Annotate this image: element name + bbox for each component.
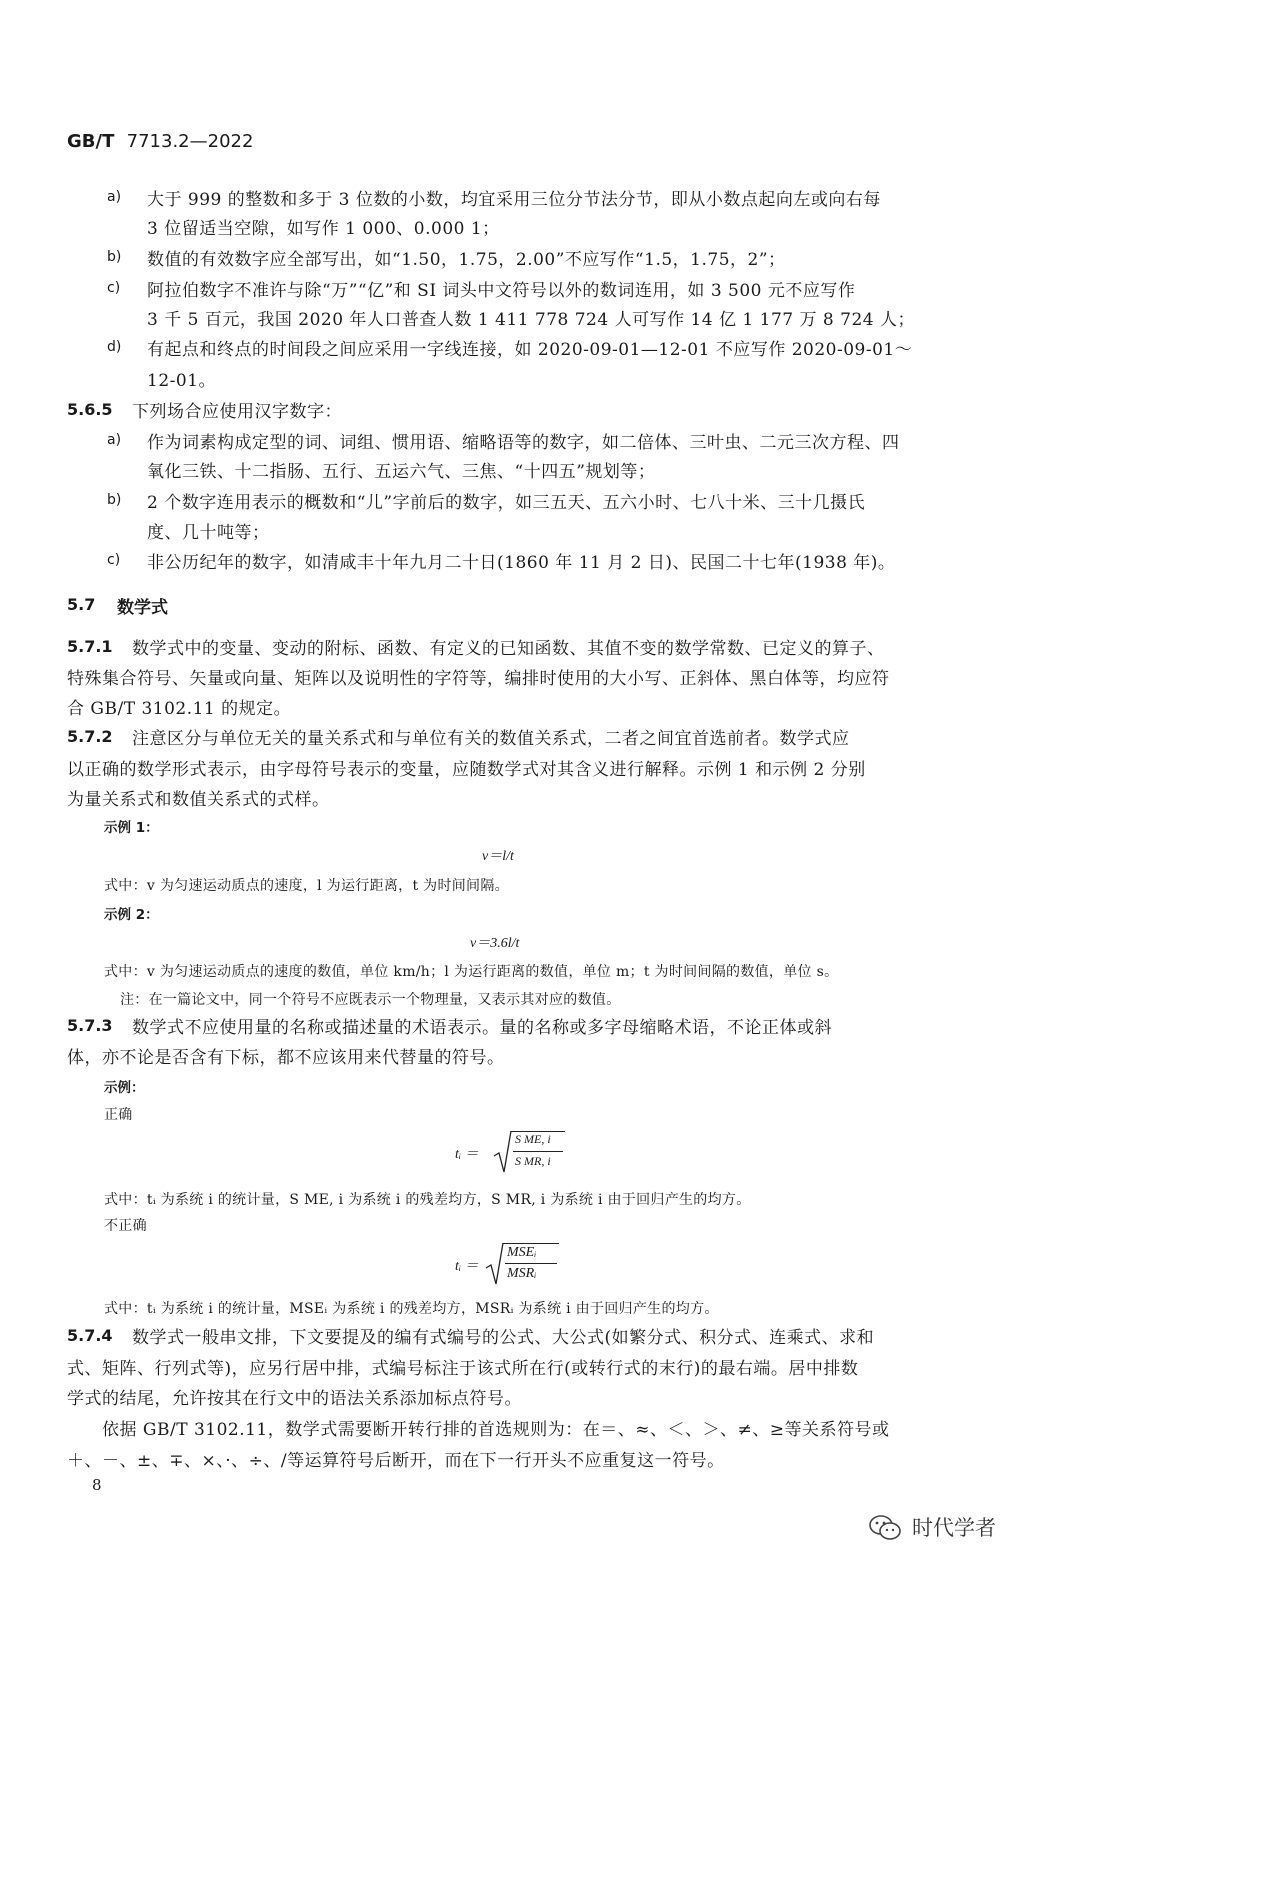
clause-title: 下列场合应使用汉字数字：	[132, 402, 342, 422]
formula-2: v＝3.6l/t	[470, 936, 520, 951]
item-text: 氧化三铁、十二指肠、五行、五运六气、三焦、“十四五”规划等；	[147, 462, 656, 482]
clause-text: 式、矩阵、行列式等)，应另行居中排，式编号标注于该式所在行(或转行式的末行)的最右端。居中排数	[67, 1359, 859, 1379]
item-mark-d: d)	[107, 339, 122, 355]
fraction-numerator: S ME, i	[515, 1132, 551, 1146]
clause-number: 5.6.5	[67, 400, 113, 419]
item-mark-b: b)	[107, 492, 122, 508]
clause-text: 为量关系式和数值关系式的式样。	[67, 790, 330, 810]
page-number: 8	[92, 1476, 102, 1494]
clause-text: 学式的结尾，允许按其在行文中的语法关系添加标点符号。	[67, 1389, 522, 1409]
clause-number: 5.7.3	[67, 1016, 113, 1035]
clause-number: 5.7.2	[67, 727, 113, 746]
clause-number: 5.7.4	[67, 1326, 113, 1345]
formula-description: 式中：tᵢ 为系统 i 的统计量，S ME, i 为系统 i 的残差均方，S MR, i 为系统 i 由于回归产生的均方。	[104, 1192, 751, 1208]
standard-number: 7713.2—2022	[126, 131, 254, 152]
sqrt-icon	[493, 1130, 513, 1174]
item-mark-a: a)	[107, 432, 122, 448]
clause-text: 注意区分与单位无关的量关系式和与单位有关的数值关系式，二者之间宜首选前者。数学式应	[132, 729, 850, 749]
clause-text: 合 GB/T 3102.11 的规定。	[67, 699, 292, 719]
item-text: 2 个数字连用表示的概数和“儿”字前后的数字，如三五天、五六小时、七八十米、三十几摄氏	[147, 493, 866, 513]
item-text: 有起点和终点的时间段之间应采用一字线连接，如 2020-09-01—12-01 不应写作 2020-09-01～	[147, 340, 913, 360]
incorrect-label: 不正确	[104, 1218, 147, 1234]
formula-correct	[455, 1128, 605, 1178]
formula-1: v＝l/t	[482, 849, 514, 864]
item-text: 非公历纪年的数字，如清咸丰十年九月二十日(1860 年 11 月 2 日)、民国二十七年(1938 年)。	[147, 553, 896, 573]
clause-text: 数学式不应使用量的名称或描述量的术语表示。量的名称或多字母缩略术语，不论正体或斜	[132, 1018, 832, 1038]
formula-description: 式中：tᵢ 为系统 i 的统计量，MSEᵢ 为系统 i 的残差均方，MSRᵢ 为系统 i 由于回归产生的均方。	[104, 1301, 719, 1317]
paragraph-text: 依据 GB/T 3102.11，数学式需要断开转行排的首选规则为：在＝、≈、＜、＞、≠、≥等关系符号或	[102, 1420, 890, 1440]
item-mark-a: a)	[107, 189, 122, 205]
example-label: 示例：	[104, 1080, 145, 1096]
correct-label: 正确	[104, 1107, 133, 1123]
section-number: 5.7	[67, 595, 96, 614]
clause-text: 数学式一般串文排，下文要提及的编有式编号的公式、大公式(如繁分式、积分式、连乘式、求和	[132, 1328, 875, 1348]
clause-text: 特殊集合符号、矢量或向量、矩阵以及说明性的字符等，编排时使用的大小写、正斜体、黑白体等，均应符	[67, 669, 890, 689]
watermark-text: 时代学者	[912, 1516, 996, 1540]
item-text: 度、几十吨等；	[147, 523, 270, 543]
wechat-icon	[868, 1513, 902, 1543]
fraction-denominator: MSRᵢ	[507, 1266, 537, 1281]
formula-lhs: tᵢ ＝	[455, 1147, 479, 1162]
fraction-denominator: S MR, i	[515, 1154, 551, 1168]
item-mark-b: b)	[107, 249, 122, 265]
item-text: 作为词素构成定型的词、词组、惯用语、缩略语等的数字，如二倍体、三叶虫、二元三次方程、四	[147, 433, 900, 453]
example-label: 示例 1：	[104, 820, 159, 836]
clause-text: 以正确的数学形式表示，由字母符号表示的变量，应随数学式对其含义进行解释。示例 1 和示例 2 分别	[67, 760, 866, 780]
sqrt-icon	[485, 1242, 505, 1286]
formula-lhs: tᵢ ＝	[455, 1259, 479, 1274]
standard-prefix: GB/T	[67, 131, 115, 152]
item-mark-c: c)	[107, 280, 121, 296]
item-text: 3 位留适当空隙，如写作 1 000、0.000 1；	[147, 219, 500, 239]
paragraph-text: ＋、－、±、∓、×、·、÷、/等运算符号后断开，而在下一行开头不应重复这一符号。	[67, 1451, 725, 1471]
fraction-bar	[513, 1151, 563, 1152]
standard-code	[67, 131, 253, 152]
item-text: 大于 999 的整数和多于 3 位数的小数，均宜采用三位分节法分节，即从小数点起向左或向右每	[147, 190, 881, 210]
fraction-bar	[505, 1263, 557, 1264]
sqrt-overbar	[503, 1243, 559, 1244]
clause-text: 数学式中的变量、变动的附标、函数、有定义的已知函数、其值不变的数学常数、已定义的算子、	[132, 639, 885, 659]
example-label: 示例 2：	[104, 907, 159, 923]
item-text: 阿拉伯数字不准许与除“万”“亿”和 SI 词头中文符号以外的数词连用，如 3 500 元不应写作	[147, 281, 856, 301]
section-title: 数学式	[117, 598, 168, 618]
item-text: 12-01。	[147, 371, 217, 391]
item-text: 3 千 5 百元，我国 2020 年人口普查人数 1 411 778 724 人可写作 14 亿 1 177 万 8 724 人；	[147, 310, 915, 330]
note: 注：在一篇论文中，同一个符号不应既表示一个物理量，又表示其对应的数值。	[120, 992, 621, 1008]
clause-text: 体，亦不论是否含有下标，都不应该用来代替量的符号。	[67, 1048, 505, 1068]
formula-description: 式中：v 为匀速运动质点的速度的数值，单位 km/h；l 为运行距离的数值，单位 m；t 为时间间隔的数值，单位 s。	[104, 964, 839, 980]
fraction-numerator: MSEᵢ	[507, 1245, 537, 1260]
formula-description: 式中：v 为匀速运动质点的速度，l 为运行距离，t 为时间间隔。	[104, 878, 509, 894]
item-text: 数值的有效数字应全部写出，如“1.50，1.75，2.00”不应写作“1.5，1.75，2”；	[147, 250, 786, 270]
clause-number: 5.7.1	[67, 637, 113, 656]
item-mark-c: c)	[107, 552, 121, 568]
watermark	[868, 1510, 1038, 1546]
formula-incorrect	[455, 1240, 605, 1290]
